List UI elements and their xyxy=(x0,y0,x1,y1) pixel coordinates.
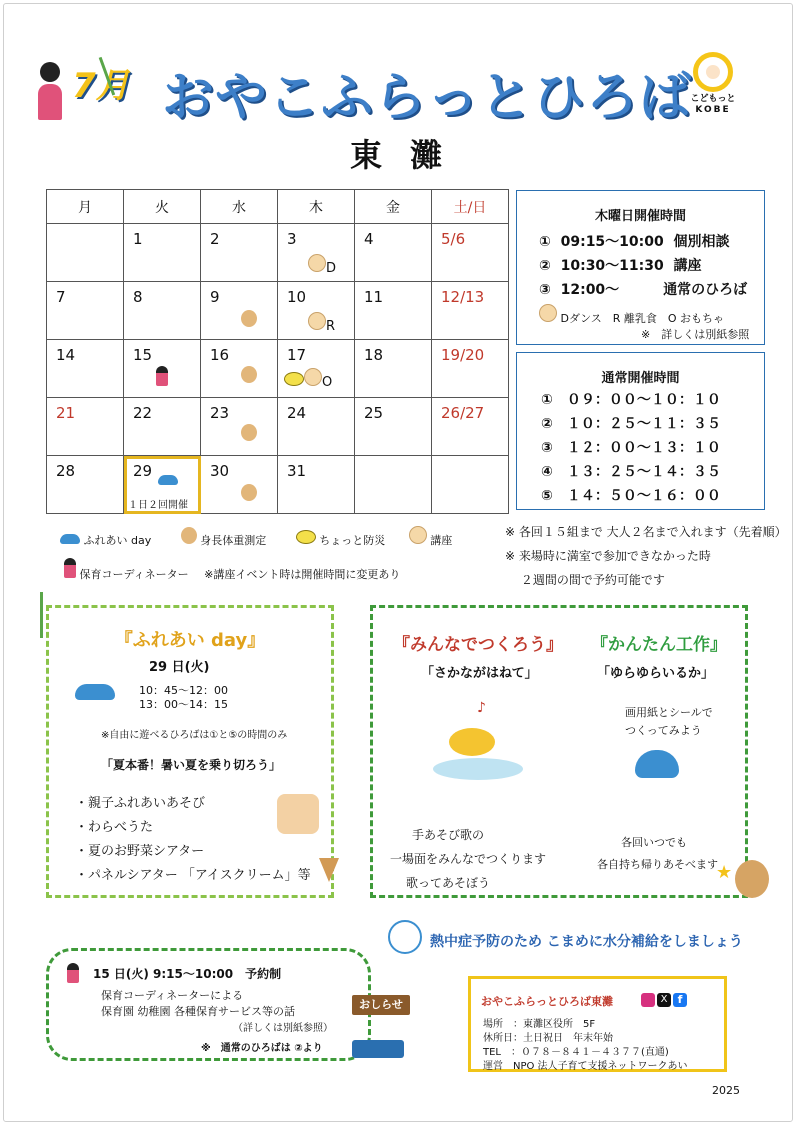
normal-item: ④ １３：２５～１４：３５ xyxy=(541,464,721,480)
calendar-day: 3 D xyxy=(278,224,355,282)
weekday-wed: 水 xyxy=(201,190,278,224)
calendar-day-highlight: 29 １日２回開催 xyxy=(124,456,201,514)
consult-line: 保育コーディネーターによる xyxy=(101,989,244,1002)
mark-rinyu: R xyxy=(326,319,336,334)
kouza-icon xyxy=(409,526,427,544)
fish-icon xyxy=(449,728,495,756)
thursday-item: ① 09:15～10:00 個別相談 xyxy=(539,234,730,250)
legend-kouza: 講座 xyxy=(430,534,453,547)
consult-line: （詳しくは別紙参照） xyxy=(233,1023,333,1034)
year-label: 2025 xyxy=(712,1084,740,1097)
icecream-icon xyxy=(319,858,339,882)
craft-left-desc: 手あそび歌の xyxy=(411,828,484,842)
legend-fureai: ふれあい day xyxy=(83,534,152,547)
normal-item: ① ０９：００～１０：１０ xyxy=(541,392,721,408)
weekday-weekend: 土/日 xyxy=(432,190,509,224)
x-icon[interactable]: X xyxy=(657,993,671,1007)
info-place: 場所 ：東灘区役所 5F xyxy=(483,1019,596,1030)
kobe-logo xyxy=(688,52,738,116)
notes xyxy=(505,520,787,592)
calendar-day: 25 xyxy=(355,398,432,456)
kouza-icon xyxy=(308,312,326,330)
craft-left-desc: 歌ってあそぼう xyxy=(405,876,490,890)
bear-measure-icon xyxy=(241,366,257,383)
info-holiday: 休所日：土日祝日 年末年始 xyxy=(483,1033,613,1044)
calendar-day: 12/13 xyxy=(432,282,509,340)
calendar-day: 31 xyxy=(278,456,355,514)
fureai-theme: 「夏本番！暑い夏を乗り切ろう」 xyxy=(101,758,282,772)
water-badge-icon xyxy=(388,920,422,954)
consult-line: 保育園 幼稚園 各種保育サービス等の話 xyxy=(101,1005,295,1018)
dolphin-icon xyxy=(158,475,178,485)
fureai-time-2: 13：00～14：15 xyxy=(139,698,228,711)
dolphin-icon xyxy=(635,750,679,778)
fureai-date: 29 日(火) xyxy=(149,660,210,675)
weekday-thu: 木 xyxy=(278,190,355,224)
kodomotto-icon xyxy=(693,52,733,92)
craft-left-subtitle: 「さかながはねて」 xyxy=(421,666,538,681)
calendar-day: 22 xyxy=(124,398,201,456)
normal-hours-box xyxy=(516,352,765,510)
heat-notice: 熱中症予防のため こまめに水分補給をしましょう xyxy=(430,934,743,950)
logo-text: こどもっと xyxy=(690,94,736,104)
bousai-icon xyxy=(296,530,316,544)
fureai-title: 『ふれあい day』 xyxy=(114,630,266,651)
calendar-day: 4 xyxy=(355,224,432,282)
legend-coordinator: 保育コーディネーター xyxy=(79,568,189,581)
two-sessions-note: １日２回開催 xyxy=(128,500,188,511)
kouza-icon xyxy=(304,368,322,386)
kouza-icon xyxy=(308,254,326,272)
coordinator-icon xyxy=(67,963,79,983)
calendar-day: 30 xyxy=(201,456,278,514)
craft-left-title: 『みんなでつくろう』 xyxy=(393,635,563,655)
fureai-item: ・親子ふれあいあそび xyxy=(75,796,206,811)
thursday-hours-box xyxy=(516,190,765,345)
legend-bousai: ちょっと防災 xyxy=(319,534,386,547)
normal-item: ② １０：２５～１１：３５ xyxy=(541,416,721,432)
calendar-day: 26/27 xyxy=(432,398,509,456)
thursday-legend: Dダンス R 離乳食 O おもちゃ xyxy=(539,304,724,326)
calendar-week xyxy=(47,456,509,514)
craft-right-subtitle: 「ゆらゆらいるか」 xyxy=(597,666,715,681)
calendar-day xyxy=(47,224,124,282)
thursday-footnote: ※ 詳しくは別紙参照 xyxy=(641,328,750,341)
calendar-day: 9 xyxy=(201,282,278,340)
bear-measure-icon xyxy=(241,310,257,327)
dolphin-icon xyxy=(60,534,80,544)
calendar-day: 1 xyxy=(124,224,201,282)
bear-measure-icon xyxy=(181,527,197,544)
weekday-tue: 火 xyxy=(124,190,201,224)
info-tel: TEL ：０７８－８４１－４３７７(直通) xyxy=(483,1047,669,1058)
info-operator: 運営 NPO 法人子育て支援ネットワークあい xyxy=(483,1061,688,1072)
legend-shincho: 身長体重測定 xyxy=(200,534,267,547)
logo-text-kobe: KOBE xyxy=(695,105,731,115)
calendar-day: 28 xyxy=(47,456,124,514)
bear-measure-icon xyxy=(241,424,257,441)
fureai-panel xyxy=(46,605,334,898)
calendar-table xyxy=(46,189,509,514)
kouza-icon xyxy=(539,304,557,322)
coordinator-icon xyxy=(156,366,168,386)
month-label: 7月 xyxy=(72,66,130,106)
fureai-note: ※自由に遊べるひろばは①と⑤の時間のみ xyxy=(101,730,288,741)
calendar-day: 8 xyxy=(124,282,201,340)
legend-note: ※講座イベント時は開催時間に変更あり xyxy=(204,568,401,581)
family-illustration xyxy=(277,794,319,834)
craft-left-desc: 一場面をみんなでつくります xyxy=(389,852,546,866)
calendar-day: 7 xyxy=(47,282,124,340)
facebook-icon[interactable]: f xyxy=(673,993,687,1007)
calendar-day: 2 xyxy=(201,224,278,282)
note-line: ※ 各回１５組まで 大人２名まで入れます（先着順） xyxy=(505,525,787,539)
calendar-day: 11 xyxy=(355,282,432,340)
note-line: ２週間の間で予約可能です xyxy=(505,573,665,587)
calendar-header-row xyxy=(47,190,509,224)
calendar-day xyxy=(432,456,509,514)
thursday-item: ② 10:30～11:30 講座 xyxy=(539,258,702,274)
star-icon: ★ xyxy=(716,862,733,883)
normal-item: ③ １２：００～１３：１０ xyxy=(541,440,721,456)
thursday-title: 木曜日開催時間 xyxy=(594,209,686,224)
weekday-fri: 金 xyxy=(355,190,432,224)
calendar-day: 19/20 xyxy=(432,340,509,398)
consult-panel xyxy=(46,948,371,1061)
calendar-day: 5/6 xyxy=(432,224,509,282)
location-title: 東灘 xyxy=(349,136,470,174)
calendar-day xyxy=(355,456,432,514)
pond-illustration xyxy=(433,758,523,780)
calendar-day: 21 xyxy=(47,398,124,456)
normal-item: ⑤ １４：５０～１６：００ xyxy=(541,488,721,504)
craft-right-desc-1: 画用紙とシールで xyxy=(625,706,713,719)
page-title: おやこふらっとひろば xyxy=(162,68,693,128)
mark-dance: D xyxy=(326,261,337,276)
coordinator-icon xyxy=(64,558,76,578)
instagram-icon[interactable] xyxy=(641,993,655,1007)
social-icons xyxy=(639,989,687,1008)
calendar-day: 24 xyxy=(278,398,355,456)
craft-right-foot: 各回いつでも xyxy=(621,836,687,849)
calendar-week xyxy=(47,224,509,282)
weekday-mon: 月 xyxy=(47,190,124,224)
normal-title: 通常開催時間 xyxy=(601,371,680,386)
craft-right-foot: 各自持ち帰りあそべます xyxy=(597,858,718,871)
craft-right-desc-2: つくってみよう xyxy=(625,724,702,737)
legend-row-1 xyxy=(60,526,452,548)
fureai-item: ・夏のお野菜シアター xyxy=(75,844,205,859)
info-panel xyxy=(468,976,727,1072)
fureai-item: ・パネルシアター 「アイスクリーム」等 xyxy=(75,868,311,883)
calendar-day: 10 R xyxy=(278,282,355,340)
calendar-day: 17 O xyxy=(278,340,355,398)
calendar-day: 14 xyxy=(47,340,124,398)
bench-illustration xyxy=(352,1040,404,1058)
mark-omocha: O xyxy=(322,375,333,390)
consult-line: ※ 通常のひろばは ②より xyxy=(201,1043,323,1054)
craft-right-title: 『かんたん工作』 xyxy=(591,635,727,655)
music-note-icon: ♪ xyxy=(477,700,486,716)
calendar-day: 23 xyxy=(201,398,278,456)
calendar-day: 15 xyxy=(124,340,201,398)
fureai-time-1: 10：45～12：00 xyxy=(139,684,228,697)
dolphin-icon xyxy=(75,684,115,700)
bear-measure-icon xyxy=(241,484,257,501)
note-line: ※ 来場時に満室で参加できなかった時 xyxy=(505,549,711,563)
legend-row-2 xyxy=(64,558,400,582)
child-illustration xyxy=(38,62,62,122)
bear-illustration xyxy=(735,860,769,898)
bousai-icon xyxy=(284,372,304,386)
consult-date: 15 日(火) 9:15～10:00 予約制 xyxy=(93,967,282,981)
calendar-week xyxy=(47,340,509,398)
notice-sign: おしらせ xyxy=(352,995,410,1015)
calendar-week xyxy=(47,282,509,340)
calendar-day: 16 xyxy=(201,340,278,398)
fureai-item: ・わらべうた xyxy=(75,820,154,835)
calendar-day: 18 xyxy=(355,340,432,398)
calendar-week xyxy=(47,398,509,456)
craft-panel xyxy=(370,605,748,898)
thursday-item: ③ 12:00～ 通常のひろば xyxy=(539,282,748,298)
info-title: おやこふらっとひろば東灘 xyxy=(481,995,613,1008)
